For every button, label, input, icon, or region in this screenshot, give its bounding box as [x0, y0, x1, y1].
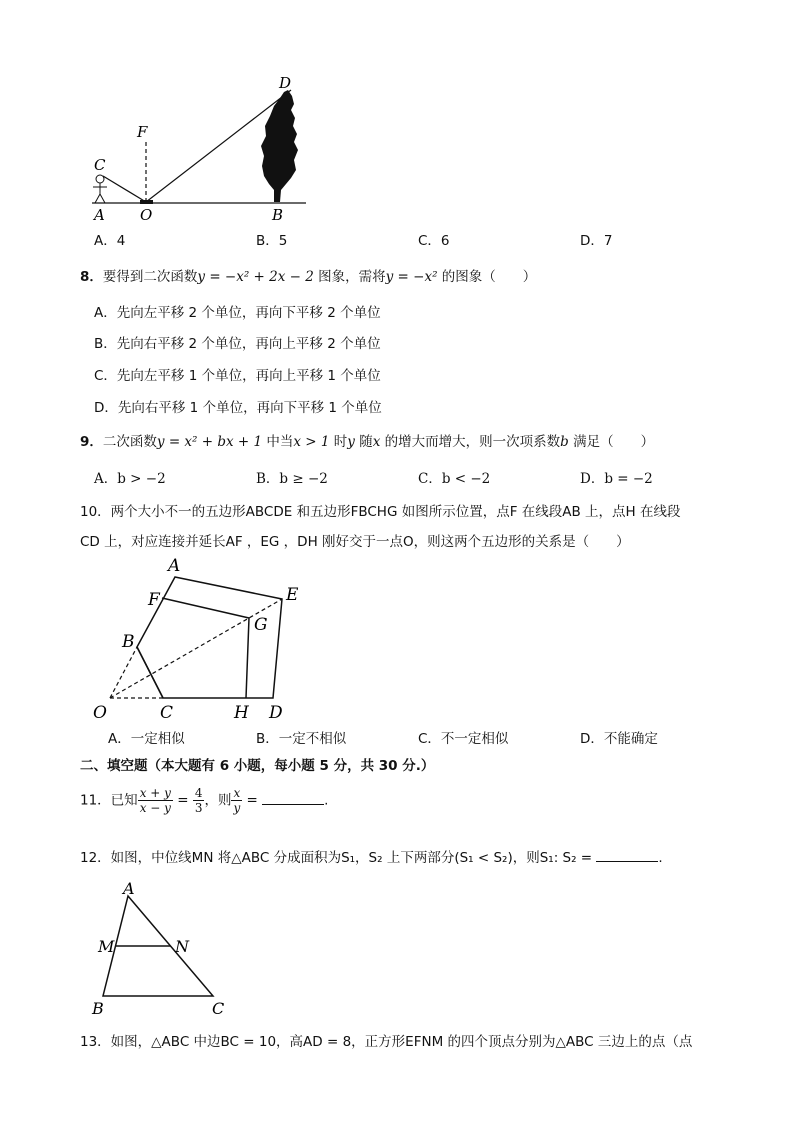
q8-stem	[80, 265, 536, 285]
q10-option-b[interactable]: B．一定不相似	[256, 731, 347, 747]
q10-stem-line1: 10．两个大小不一的五边形ABCDE 和五边形FBCHG 如图所示位置，点F 在线段AB 上，点H 在线段	[80, 504, 681, 520]
q7-option-b[interactable]: B．5	[256, 233, 288, 249]
sight-line-CO	[103, 176, 146, 202]
label-N: N	[175, 937, 189, 956]
q11-answer-blank[interactable]	[262, 804, 324, 805]
label-A: A	[94, 206, 105, 224]
q12-figure	[88, 878, 238, 1018]
q11-pre: 11．已知	[80, 792, 138, 809]
person-leg-left	[95, 194, 100, 203]
dashed-OE	[110, 599, 282, 698]
q9-stem	[80, 430, 654, 450]
q8-option-b[interactable]: B．先向右平移 2 个单位，再向上平移 2 个单位	[94, 336, 381, 352]
q9-number: 9．	[80, 434, 103, 450]
q8-expr2: y = −x²	[385, 269, 438, 285]
q12-answer-blank[interactable]	[596, 861, 658, 862]
label-A: A	[168, 556, 181, 576]
q9-option-a[interactable]: A．b > −2	[94, 471, 166, 487]
person-head	[96, 175, 104, 183]
q9-option-b[interactable]: B．b ≥ −2	[256, 471, 328, 487]
person-leg-right	[100, 194, 105, 203]
label-F: F	[137, 123, 148, 141]
pentagon-FBCHG	[162, 598, 249, 698]
q10-option-d[interactable]: D．不能确定	[580, 731, 658, 747]
q9-mid2: 时	[333, 434, 348, 450]
q9-pre: 二次函数	[102, 434, 157, 450]
label-E: E	[286, 585, 299, 605]
q9-cond: x > 1	[293, 434, 330, 450]
q12-stem	[80, 846, 663, 866]
q8-option-d[interactable]: D．先向右平移 1 个单位，再向下平移 1 个单位	[94, 400, 382, 416]
q8-expr1: y = −x² + 2x − 2	[197, 269, 314, 285]
label-B: B	[272, 206, 284, 224]
q8-pre: 要得到二次函数	[102, 269, 198, 285]
label-D: D	[279, 74, 292, 92]
q9-b: b	[560, 434, 569, 450]
q10-stem-line2: CD 上，对应连接并延长AF ，EG ，DH 刚好交于一点O，则这两个五边形的关系是（ ）	[80, 534, 630, 550]
q11-equals-2: =	[246, 792, 258, 809]
label-H: H	[234, 703, 249, 723]
q7-option-a[interactable]: A．4	[94, 233, 126, 249]
tree-silhouette	[261, 90, 298, 202]
section-heading-fill-in: 二、填空题（本大题有 6 小题，每小题 5 分，共 30 分.）	[80, 758, 435, 774]
label-F: F	[148, 590, 160, 610]
q11-mid: ，则	[204, 792, 232, 809]
label-M: M	[98, 937, 115, 956]
q9-mid3: 随	[359, 434, 373, 450]
q9-x: x	[372, 434, 381, 450]
label-B: B	[92, 999, 104, 1018]
q13-stem: 13．如图，△ABC 中边BC = 10，高AD = 8，正方形EFNM 的四个顶点分别为△ABC 三边上的点（点	[80, 1034, 693, 1050]
q10-option-c[interactable]: C．不一定相似	[418, 731, 509, 747]
label-G: G	[254, 615, 268, 635]
q12-text: 12．如图，中位线MN 将△ABC 分成面积为S₁，S₂ 上下两部分(S₁ < S₂)，则S₁: S₂ =	[80, 850, 593, 866]
q10-figure	[88, 555, 318, 725]
q9-option-c[interactable]: C．b < −2	[418, 471, 491, 487]
label-O: O	[140, 206, 153, 224]
q9-mid4: 的增大而增大，则一次项系数	[384, 434, 561, 450]
label-C: C	[94, 156, 106, 174]
label-D: D	[269, 703, 283, 723]
q7-figure	[88, 70, 318, 225]
q10-option-a[interactable]: A．一定相似	[108, 731, 185, 747]
q7-option-c[interactable]: C．6	[418, 233, 450, 249]
q8-option-c[interactable]: C．先向左平移 1 个单位，再向上平移 1 个单位	[94, 368, 381, 384]
q9-y: y	[347, 434, 355, 450]
label-O: O	[93, 703, 107, 723]
q8-number: 8．	[80, 269, 103, 285]
q9-mid1: 中当	[266, 434, 294, 450]
label-C: C	[212, 999, 225, 1018]
q8-post: 的图象（ ）	[441, 269, 537, 285]
q8-mid: 图象，需将	[318, 269, 386, 285]
q7-option-d[interactable]: D．7	[580, 233, 613, 249]
label-A: A	[123, 879, 135, 898]
q9-expr: y = x² + bx + 1	[156, 434, 263, 450]
q11-equals: =	[177, 792, 189, 809]
mirror	[140, 200, 153, 204]
segment-BC	[137, 647, 163, 698]
q11-fraction-value: $\frac{4}{3}$	[194, 786, 203, 815]
q12-end: .	[658, 850, 663, 866]
q11-fraction-asked: $\frac{x}{y}$	[233, 786, 241, 815]
q8-option-a[interactable]: A．先向左平移 2 个单位，再向下平移 2 个单位	[94, 305, 381, 321]
q11-stem	[80, 786, 328, 815]
q9-option-d[interactable]: D．b = −2	[580, 471, 653, 487]
label-C: C	[160, 703, 174, 723]
q9-post: 满足（ ）	[573, 434, 655, 450]
label-B: B	[122, 632, 135, 652]
q11-fraction-given: $\frac{x + y}{x - y}$	[139, 786, 171, 815]
q11-end: .	[324, 792, 329, 809]
